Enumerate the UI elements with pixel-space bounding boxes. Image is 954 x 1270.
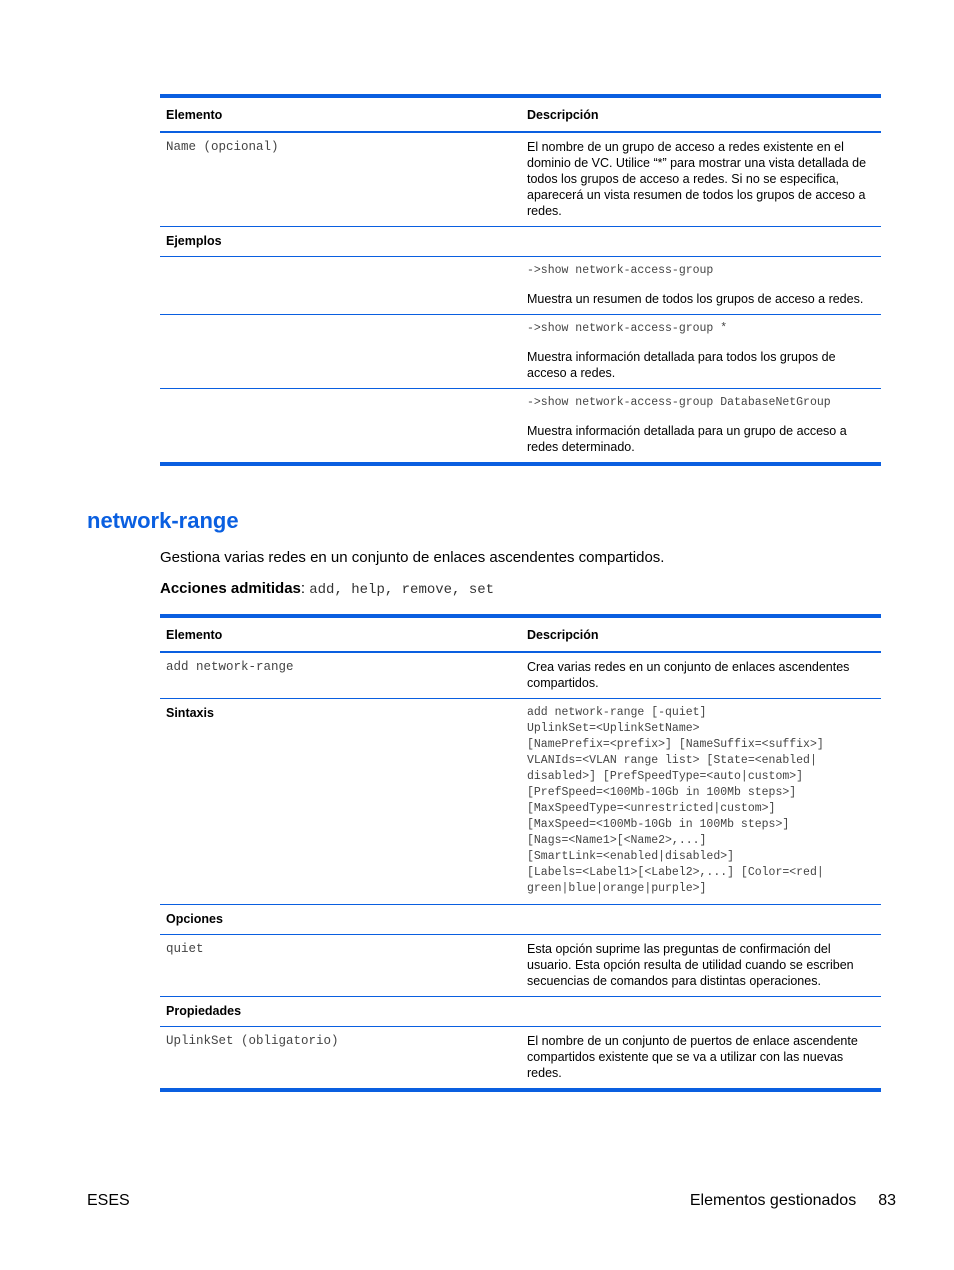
element-name: quiet	[166, 942, 204, 956]
section-description: Gestiona varias redes en un conjunto de enlaces ascendentes compartidos.	[160, 549, 665, 566]
actions-values: add, help, remove, set	[309, 582, 495, 598]
table-row	[160, 315, 881, 389]
example-command: ->show network-access-group DatabaseNetGroup	[527, 396, 831, 409]
actions-label: Acciones admitidas	[160, 580, 301, 597]
example-text: Muestra información detallada para todos los grupos de acceso a redes.	[527, 350, 836, 380]
actions-separator: :	[300, 580, 310, 597]
table-row	[160, 132, 881, 227]
examples-label: Ejemplos	[166, 234, 222, 248]
element-description: El nombre de un conjunto de puertos de enlace ascendente compartidos existente que se va a utilizar con las nuevas redes.	[527, 1034, 858, 1080]
column-header-description: Descripción	[527, 628, 599, 642]
table-row	[160, 1027, 881, 1091]
table-row	[160, 699, 881, 905]
column-header-element: Elemento	[166, 108, 223, 122]
footer-page-info	[690, 1192, 896, 1210]
section-title: network-range	[87, 508, 239, 533]
syntax-label: Sintaxis	[166, 706, 214, 720]
element-description: El nombre de un grupo de acceso a redes existente en el dominio de VC. Utilice “*” para mostrar una vista detallada de todos los grupos de acceso a redes. Si no se especifica, aparecerá un vista resumen de todos los grupos de acceso a redes.	[527, 140, 867, 218]
table-row	[160, 257, 881, 315]
properties-label: Propiedades	[166, 1004, 242, 1018]
element-description: Crea varias redes en un conjunto de enlaces ascendentes compartidos.	[527, 660, 850, 690]
table-row	[160, 652, 881, 699]
options-label: Opciones	[166, 912, 223, 926]
page-number: 83	[878, 1192, 896, 1209]
example-command: ->show network-access-group *	[527, 322, 728, 335]
example-cell	[521, 315, 881, 389]
table-row	[160, 227, 881, 257]
table-header	[160, 616, 881, 652]
element-name: Name (opcional)	[166, 140, 279, 154]
table-row	[160, 389, 881, 465]
example-command: ->show network-access-group	[527, 264, 714, 277]
example-cell	[521, 389, 881, 465]
footer-locale: ESES	[87, 1192, 130, 1209]
example-text: Muestra información detallada para un grupo de acceso a redes determinado.	[527, 424, 847, 454]
supported-actions	[160, 580, 494, 598]
element-name: UplinkSet (obligatorio)	[166, 1034, 339, 1048]
element-description: Esta opción suprime las preguntas de confirmación del usuario. Esta opción resulta de utilidad cuando se escriben secuencias de comandos para distintas operaciones.	[527, 942, 854, 988]
column-header-description: Descripción	[527, 108, 599, 122]
column-header-element: Elemento	[166, 628, 223, 642]
table-row	[160, 997, 881, 1027]
syntax-code: add network-range [-quiet] UplinkSet=<UplinkSetName> [NamePrefix=<prefix>] [NameSuffix=<suffix>] VLANIds=<VLAN range list> [State=<enabled| disabled>] [PrefSpeedType=<auto|custom>] [PrefSpeed=<100Mb-10Gb in 100Mb steps>] [MaxSpeedType=<unrestricted|custom>] [MaxSpeed=<100Mb-10Gb in 100Mb steps>] [Nags=<Name1>[<Name2>,...] [SmartLink=<enabled|disabled>] [Labels=<Label1>[<Label2>,...] [Color=<red| green|blue|orange|purple>]	[527, 706, 824, 895]
footer-section: Elementos gestionados	[689, 1192, 857, 1209]
example-cell	[521, 257, 881, 315]
network-access-group-table	[160, 94, 881, 466]
table-header	[160, 96, 881, 132]
network-range-table	[160, 614, 881, 1092]
table-row	[160, 935, 881, 997]
element-name: add network-range	[166, 660, 294, 674]
example-text: Muestra un resumen de todos los grupos de acceso a redes.	[527, 292, 864, 306]
table-row	[160, 905, 881, 935]
